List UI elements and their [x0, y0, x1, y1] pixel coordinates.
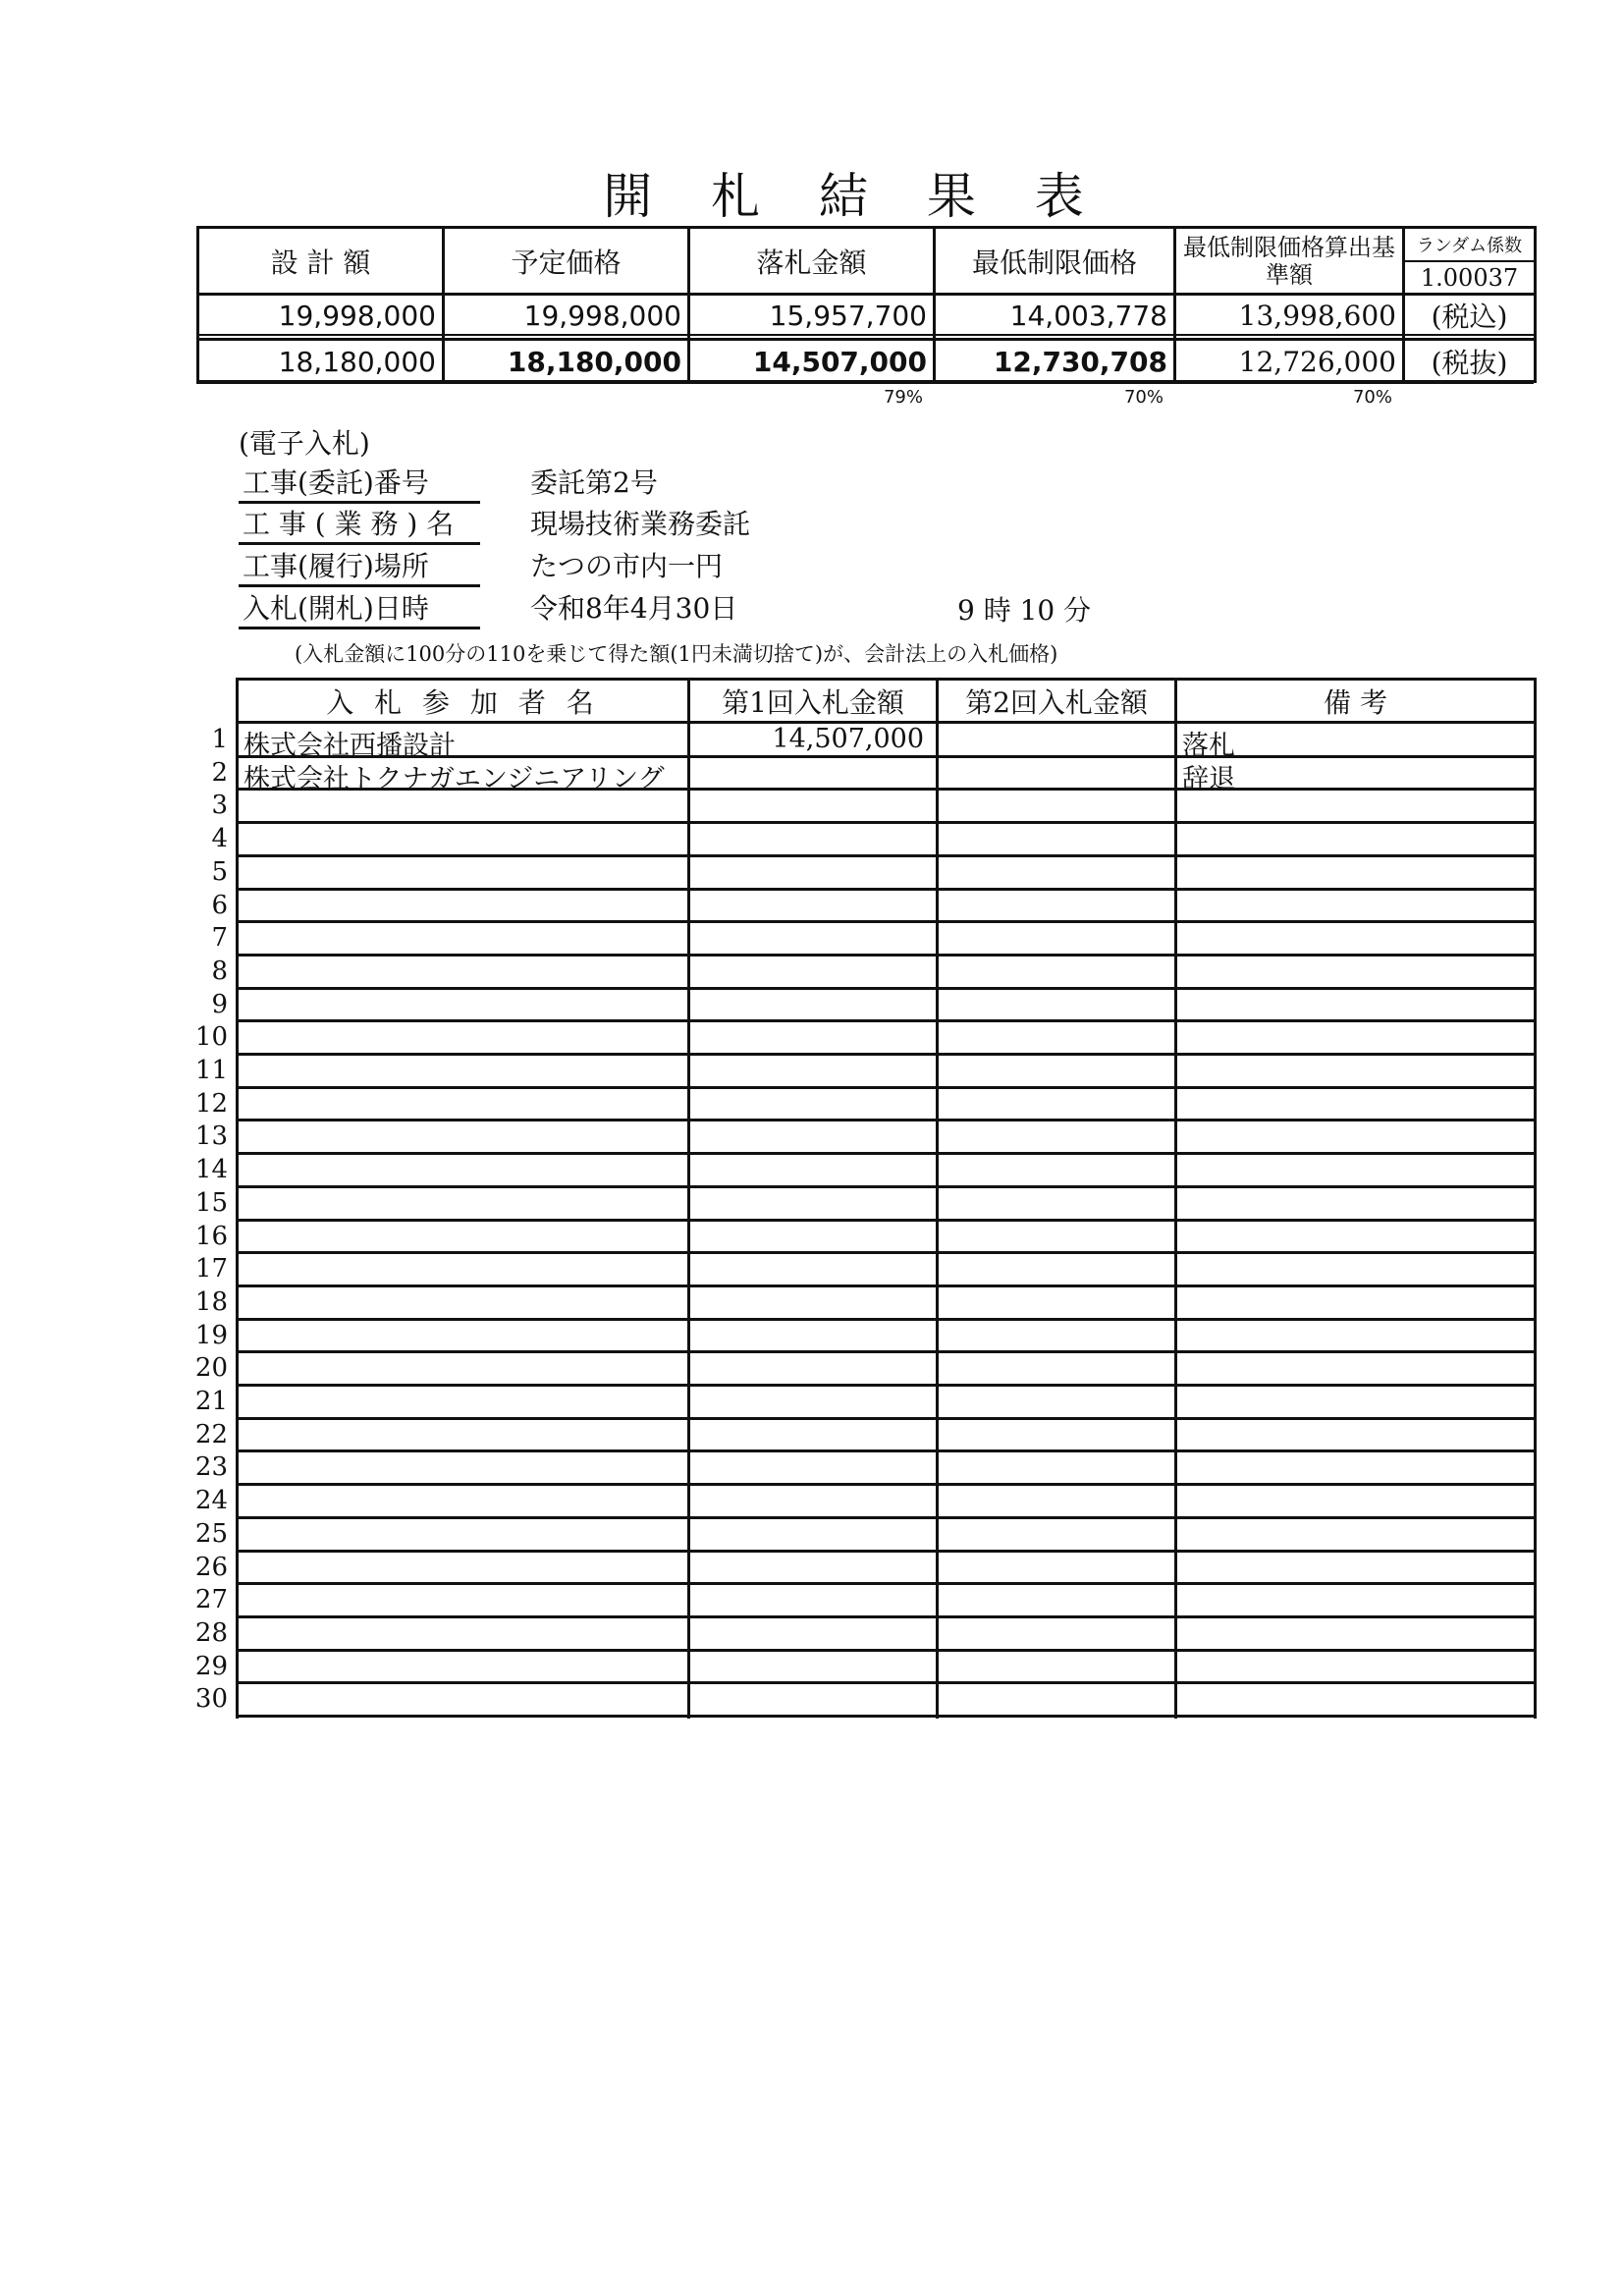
planned-price-header: 予定価格 [511, 246, 622, 279]
remarks: 落札 [1182, 731, 1235, 761]
table-rule [1534, 678, 1537, 1719]
row-tax_included-cell: 14,003,778 [1009, 299, 1167, 332]
row-number: 21 [194, 1387, 228, 1416]
table-rule [236, 854, 1534, 857]
percentage-label: 79% [883, 387, 923, 408]
row-tax_included-cell: 19,998,000 [278, 299, 436, 332]
table-rule [236, 920, 1534, 923]
row-number: 9 [211, 989, 228, 1019]
row-number: 23 [194, 1452, 228, 1483]
row-tax_excluded-cell: 18,180,000 [507, 345, 681, 378]
winning-bid-header: 落札金額 [756, 246, 867, 279]
info-label: 工事(委託)番号 [239, 462, 480, 504]
remarks: 辞退 [1182, 763, 1235, 794]
table-rule [236, 1417, 1534, 1420]
info-value: 令和8年4月30日 [530, 592, 738, 625]
row-number: 8 [211, 956, 228, 986]
row-tax_included-cell: 13,998,600 [1238, 299, 1396, 332]
row-number: 24 [194, 1486, 228, 1516]
info-value: たつの市内一円 [530, 550, 724, 582]
table-rule [236, 1550, 1534, 1553]
row-number: 13 [194, 1121, 228, 1152]
table-rule [236, 1285, 1534, 1287]
table-rule [236, 1615, 1534, 1618]
row-number: 15 [194, 1187, 228, 1218]
row-number: 28 [194, 1617, 228, 1648]
table-rule [236, 1152, 1534, 1155]
bid-time: 9 時 10 分 [957, 594, 1092, 627]
table-rule [236, 678, 239, 1719]
round1-amount-header: 第1回入札金額 [722, 685, 904, 719]
table-rule [236, 1350, 1534, 1353]
page-title: 開 札 結 果 表 [603, 168, 1106, 225]
info-label: 工 事 ( 業 務 ) 名 [239, 503, 480, 545]
table-rule [236, 1681, 1534, 1684]
table-rule [236, 1119, 1534, 1121]
table-rule [236, 1019, 1534, 1022]
percentage-label: 70% [1123, 387, 1164, 408]
row-number: 26 [194, 1552, 228, 1582]
table-rule [236, 1053, 1534, 1056]
row-number: 18 [194, 1286, 228, 1317]
row-tax_included-cell: 19,998,000 [523, 299, 681, 332]
table-rule [1534, 226, 1537, 383]
table-rule [236, 1251, 1534, 1254]
row-number: 27 [194, 1585, 228, 1615]
row-tax_excluded-cell: 12,730,708 [993, 345, 1167, 378]
row-number: 19 [194, 1320, 228, 1350]
round1-amount: 14,507,000 [772, 724, 924, 754]
random-coefficient-header: ランダム係数 [1416, 236, 1523, 256]
table-rule [936, 678, 939, 1719]
percentage-label: 70% [1352, 387, 1392, 408]
row-tax_excluded-cell: 12,726,000 [1238, 345, 1396, 378]
row-number: 30 [194, 1684, 228, 1715]
row-number: 17 [194, 1254, 228, 1285]
info-value: 現場技術業務委託 [530, 508, 751, 540]
info-value: 委託第2号 [530, 466, 658, 499]
table-rule [236, 1318, 1534, 1321]
row-number: 6 [211, 890, 228, 920]
table-rule [1174, 678, 1177, 1719]
table-rule [236, 1185, 1534, 1188]
table-rule [236, 1483, 1534, 1486]
table-rule [236, 888, 1534, 891]
row-number: 14 [194, 1155, 228, 1185]
bidder-name: 株式会社トクナガエンジニアリング [244, 763, 665, 794]
row-number: 16 [194, 1221, 228, 1251]
row-number: 25 [194, 1518, 228, 1549]
row-tax_excluded-cell: 14,507,000 [752, 345, 927, 378]
row-tax_included-cell: (税込) [1431, 301, 1508, 333]
table-rule [236, 1715, 1534, 1718]
design-amount-header: 設 計 額 [270, 246, 371, 279]
table-rule [236, 987, 1534, 990]
minimum-base-header: 最低制限価格算出基準額 [1183, 233, 1395, 289]
row-number: 22 [194, 1419, 228, 1449]
row-number: 12 [194, 1088, 228, 1119]
table-rule [236, 1449, 1534, 1452]
row-number: 5 [211, 856, 228, 887]
minimum-price-header: 最低制限価格 [971, 246, 1137, 279]
table-rule [236, 1516, 1534, 1519]
row-number: 1 [211, 725, 228, 754]
table-rule [236, 954, 1534, 957]
row-number: 2 [211, 757, 228, 788]
row-tax_included-cell: 15,957,700 [769, 299, 927, 332]
random-coefficient-value: 1.00037 [1420, 263, 1519, 292]
row-number: 10 [194, 1022, 228, 1053]
tax-note: (入札金額に100分の110を乗じて得た額(1円未満切捨て)が、会計法上の入札価格) [295, 642, 1058, 666]
row-number: 4 [211, 824, 228, 854]
info-label: 工事(履行)場所 [239, 545, 480, 587]
row-number: 3 [211, 791, 228, 821]
row-number: 11 [194, 1056, 228, 1085]
table-rule [236, 1649, 1534, 1652]
info-label: 入札(開札)日時 [239, 587, 480, 629]
row-number: 29 [194, 1651, 228, 1681]
row-tax_excluded-cell: (税抜) [1431, 347, 1508, 379]
round2-amount-header: 第2回入札金額 [965, 685, 1148, 719]
table-rule [236, 1582, 1534, 1585]
bidder-name-header: 入 札 参 加 者 名 [326, 685, 600, 719]
remarks-header: 備 考 [1324, 685, 1387, 719]
bidder-name: 株式会社西播設計 [244, 731, 456, 761]
table-rule [236, 821, 1534, 824]
table-rule [236, 1219, 1534, 1222]
table-rule [236, 1086, 1534, 1089]
table-rule [236, 1384, 1534, 1387]
row-tax_excluded-cell: 18,180,000 [278, 345, 436, 378]
table-rule [687, 678, 690, 1719]
bidding-method: (電子入札) [239, 427, 370, 460]
row-number: 7 [211, 923, 228, 954]
row-number: 20 [194, 1353, 228, 1384]
